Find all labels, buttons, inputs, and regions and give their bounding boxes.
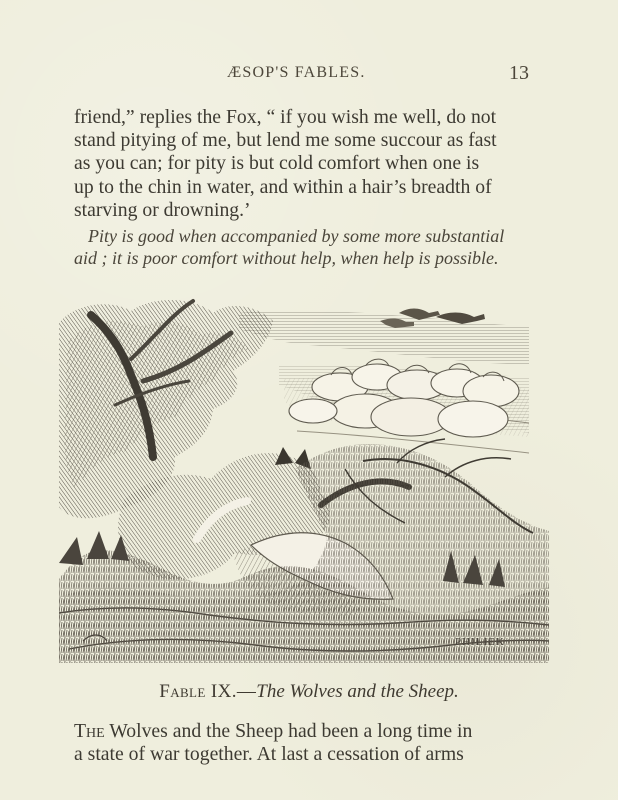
paragraph-line: friend,” replies the Fox, “ if you wish me well, do not bbox=[74, 106, 497, 128]
moral-line: aid ; it is poor comfort without help, when help is possible. bbox=[74, 248, 499, 268]
paragraph-line: as you can; for pity is but cold comfort when one is bbox=[74, 152, 480, 175]
paragraph-continuation bbox=[74, 106, 541, 222]
fable-title: The Wolves and the Sheep. bbox=[256, 681, 459, 702]
paragraph-new-fable bbox=[74, 720, 541, 766]
page-number: 13 bbox=[509, 62, 529, 84]
fable-illustration bbox=[59, 293, 549, 663]
paragraph-line: stand pitying of me, but lend me some succour as fast bbox=[74, 129, 497, 152]
paragraph-first-word: The bbox=[74, 720, 105, 742]
paragraph-line bbox=[74, 720, 541, 743]
paragraph-line: up to the chin in water, and within a hair’s breadth of bbox=[74, 175, 492, 198]
svg-text:PHILIEK: PHILIEK bbox=[455, 636, 505, 648]
fable-caption bbox=[0, 681, 618, 703]
paragraph-line: starving or drowning.’ bbox=[74, 198, 251, 221]
paragraph-line: a state of war together. At last a cessation of arms bbox=[74, 743, 464, 766]
moral-line: Pity is good when accompanied by some more substantial bbox=[88, 226, 505, 246]
moral-text bbox=[74, 225, 541, 269]
fable-number: Fable IX.— bbox=[159, 681, 257, 702]
paragraph-line-rest: Wolves and the Sheep had been a long time in bbox=[104, 720, 473, 742]
running-title: ÆSOP'S FABLES. bbox=[227, 64, 366, 81]
page-header bbox=[0, 64, 618, 88]
